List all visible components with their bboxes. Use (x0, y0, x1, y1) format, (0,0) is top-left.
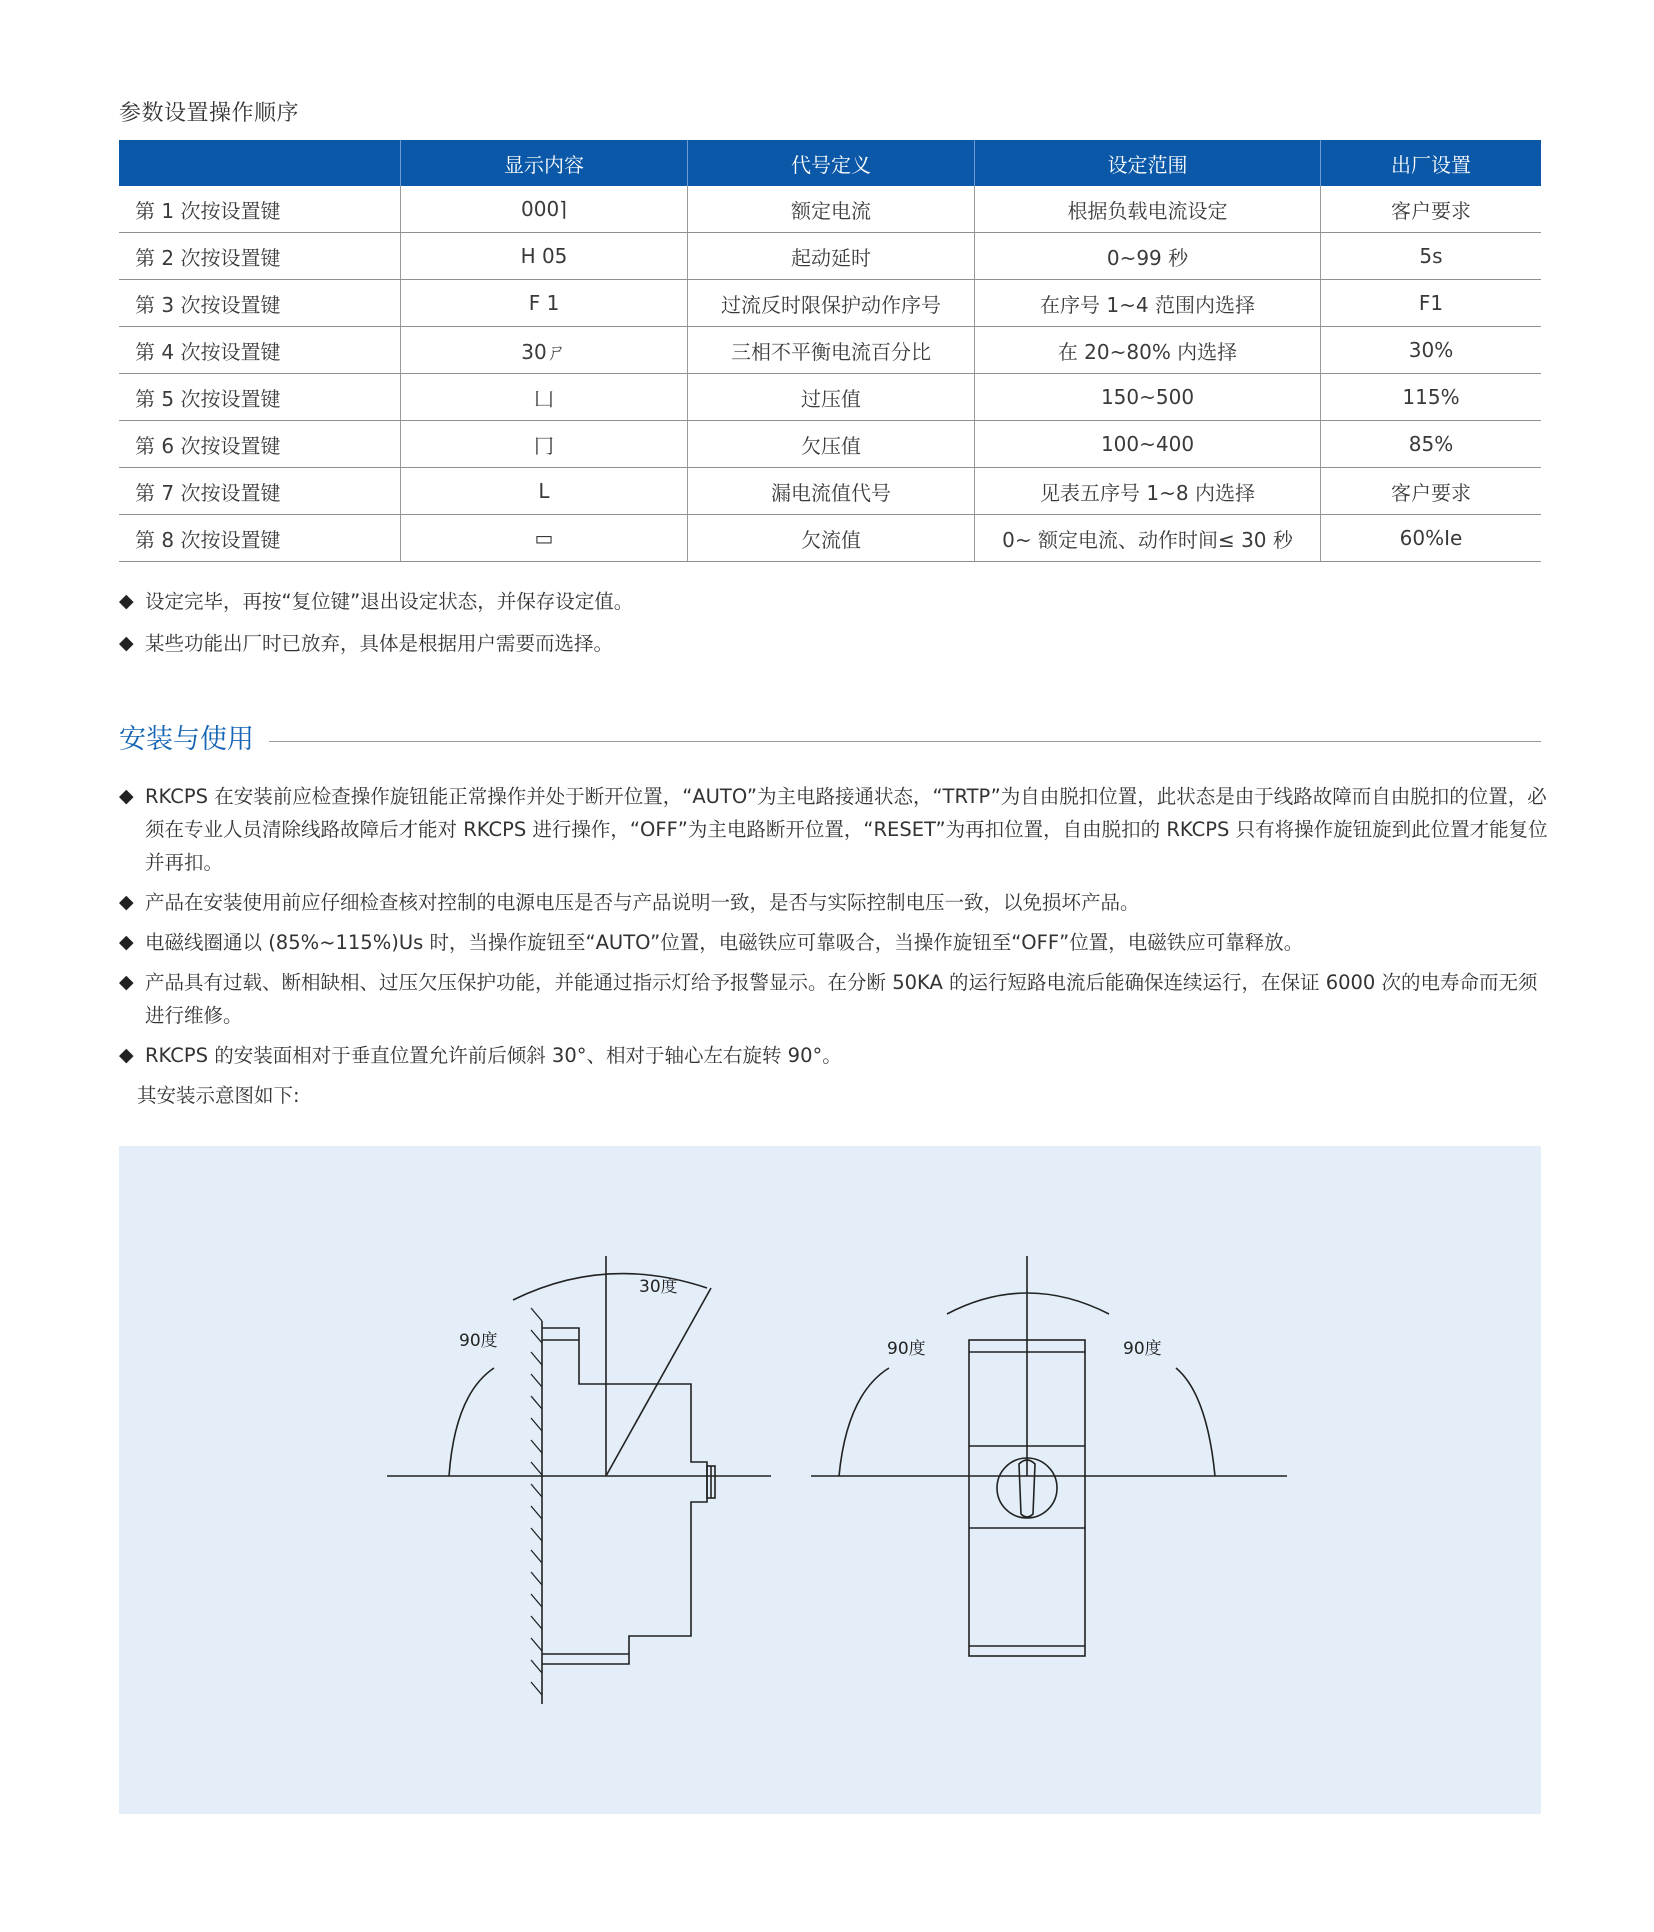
table-cell: 第 7 次按设置键 (119, 468, 401, 515)
table-header-factory: 出厂设置 (1321, 140, 1542, 186)
table-row (119, 280, 1541, 327)
table-row (119, 515, 1541, 562)
list-item (119, 1039, 1549, 1072)
settings-table (119, 140, 1541, 562)
diamond-bullet-icon: ◆ (119, 931, 134, 953)
table-cell: 在 20~80% 内选择 (975, 327, 1321, 374)
label-30-degree: 30度 (639, 1277, 678, 1297)
table-header-row (119, 140, 1541, 186)
installation-diagram (119, 1146, 1541, 1814)
table-cell: ▭ (401, 515, 688, 562)
table-header-code: 代号定义 (688, 140, 975, 186)
diamond-bullet-icon: ◆ (119, 632, 134, 654)
table-cell: 000⌉ (401, 186, 688, 233)
table-row (119, 186, 1541, 233)
install-heading (119, 720, 1541, 760)
table-cell: 过压值 (688, 374, 975, 421)
table-cell: 根据负载电流设定 (975, 186, 1321, 233)
table-cell: 客户要求 (1321, 186, 1542, 233)
diamond-bullet-icon: ◆ (119, 1044, 134, 1066)
installation-diagram-svg (119, 1146, 1541, 1814)
table-cell: 客户要求 (1321, 468, 1542, 515)
table-cell: 三相不平衡电流百分比 (688, 327, 975, 374)
diamond-bullet-icon: ◆ (119, 971, 134, 993)
label-90-degree-right-b: 90度 (1123, 1339, 1162, 1359)
table-header-step (119, 140, 401, 186)
list-item (119, 926, 1549, 959)
table-cell: L (401, 468, 688, 515)
bullet-text: 电磁线圈通以 (85%~115%)Us 时，当操作旋钮至“AUTO”位置，电磁铁应可靠吸合，当操作旋钮至“OFF”位置，电磁铁应可靠释放。 (145, 931, 1304, 954)
list-item (119, 585, 1549, 618)
table-row (119, 468, 1541, 515)
table-cell: 漏电流值代号 (688, 468, 975, 515)
left-device-profile (542, 1328, 707, 1664)
bullet-text: 产品在安装使用前应仔细检查核对控制的电源电压是否与产品说明一致，是否与实际控制电压一致，以免损坏产品。 (145, 891, 1140, 914)
settings-notes (119, 585, 1549, 669)
section-heading: 安装与使用 (119, 720, 268, 760)
right-top-arc (947, 1293, 1109, 1314)
table-cell: 0~ 额定电流、动作时间≤ 30 秒 (975, 515, 1321, 562)
heading-divider (269, 741, 1541, 742)
table-cell: 150~500 (975, 374, 1321, 421)
label-90-degree-right-a: 90度 (887, 1339, 926, 1359)
list-item (119, 627, 1549, 660)
table-cell: 欠流值 (688, 515, 975, 562)
table-header-display: 显示内容 (401, 140, 688, 186)
table-cell: 115% (1321, 374, 1542, 421)
list-item (119, 886, 1549, 919)
table-header-range: 设定范围 (975, 140, 1321, 186)
table-cell: 起动延时 (688, 233, 975, 280)
table-cell: 冂 (401, 421, 688, 468)
left-top-arc (513, 1274, 707, 1300)
table-cell: F 1 (401, 280, 688, 327)
table-row (119, 374, 1541, 421)
diamond-bullet-icon: ◆ (119, 785, 134, 807)
label-90-degree-left: 90度 (459, 1331, 498, 1351)
table-cell: 85% (1321, 421, 1542, 468)
closing-text: 其安装示意图如下: (137, 1084, 300, 1107)
bullet-text: RKCPS 的安装面相对于垂直位置允许前后倾斜 30°、相对于轴心左右旋转 90°。 (145, 1044, 842, 1067)
settings-title: 参数设置操作顺序 (119, 101, 300, 126)
table-cell: 0~99 秒 (975, 233, 1321, 280)
left-side-arc (449, 1368, 494, 1476)
bullet-text: 产品具有过载、断相缺相、过压欠压保护功能，并能通过指示灯给予报警显示。在分断 50KA 的运行短路电流后能确保连续运行，在保证 6000 次的电寿命而无须进行维修。 (145, 971, 1538, 1027)
table-cell: 过流反时限保护动作序号 (688, 280, 975, 327)
install-bullets (119, 780, 1549, 1112)
table-cell: 第 8 次按设置键 (119, 515, 401, 562)
table-cell: 额定电流 (688, 186, 975, 233)
wall-hatching (531, 1308, 542, 1695)
table-cell: 第 1 次按设置键 (119, 186, 401, 233)
right-right-arc (1176, 1368, 1215, 1476)
list-item (119, 780, 1549, 879)
table-cell: 第 5 次按设置键 (119, 374, 401, 421)
table-cell: 30% (1321, 327, 1542, 374)
table-cell: 第 6 次按设置键 (119, 421, 401, 468)
table-cell: 30ㄕ (401, 327, 688, 374)
right-left-arc (839, 1368, 889, 1476)
table-cell: 见表五序号 1~8 内选择 (975, 468, 1321, 515)
table-cell: 欠压值 (688, 421, 975, 468)
table-cell: 100~400 (975, 421, 1321, 468)
table-cell: 第 2 次按设置键 (119, 233, 401, 280)
list-item (119, 966, 1549, 1032)
table-cell: F1 (1321, 280, 1542, 327)
note-text: 设定完毕，再按“复位键”退出设定状态，并保存设定值。 (145, 590, 634, 613)
table-cell: 60%Ie (1321, 515, 1542, 562)
table-row (119, 421, 1541, 468)
table-cell: H 05 (401, 233, 688, 280)
diamond-bullet-icon: ◆ (119, 590, 134, 612)
left-tilt-line (606, 1288, 711, 1476)
table-cell: 凵 (401, 374, 688, 421)
table-row (119, 233, 1541, 280)
note-text: 某些功能出厂时已放弃，具体是根据用户需要而选择。 (145, 632, 614, 655)
table-cell: 第 3 次按设置键 (119, 280, 401, 327)
bullet-text: RKCPS 在安装前应检查操作旋钮能正常操作并处于断开位置，“AUTO”为主电路接通状态，“TRTP”为自由脱扣位置，此状态是由于线路故障而自由脱扣的位置，必须在专业人员清除线路故障后才能对 RKCPS 进行操作，“OFF”为主电路断开位置，“RESET”为再扣位置，自由脱扣的 RKCPS 只有将操作旋钮旋到此位置才能复位并再扣。 (145, 785, 1548, 874)
table-cell: 第 4 次按设置键 (119, 327, 401, 374)
table-cell: 5s (1321, 233, 1542, 280)
table-row (119, 327, 1541, 374)
diamond-bullet-icon: ◆ (119, 891, 134, 913)
table-cell: 在序号 1~4 范围内选择 (975, 280, 1321, 327)
